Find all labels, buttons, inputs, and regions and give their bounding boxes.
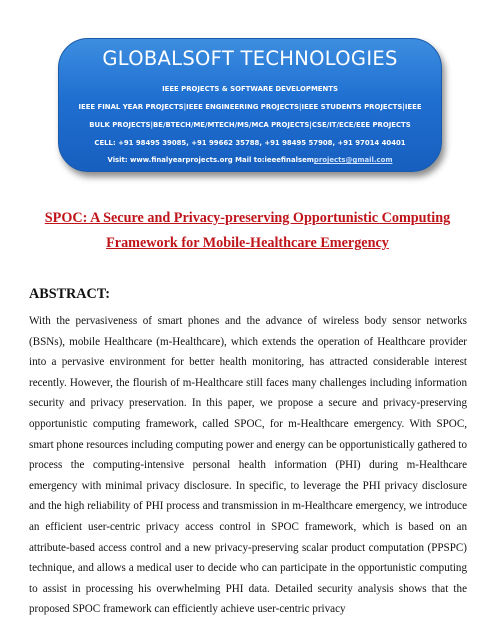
visit-mail-text: Visit: www.finalyearprojects.org Mail to:ieeefinalsem: [107, 156, 314, 164]
abstract-heading: ABSTRACT:: [29, 286, 110, 302]
banner-visit-line: [59, 156, 441, 164]
banner-projects-line: IEEE FINAL YEAR PROJECTS|IEEE ENGINEERING PROJECTS|IEEE STUDENTS PROJECTS|IEEE: [78, 103, 422, 111]
banner-tagline: IEEE PROJECTS & SOFTWARE DEVELOPMENTS: [162, 85, 338, 93]
banner-bulk-projects-line: BULK PROJECTS|BE/BTECH/ME/MTECH/MS/MCA PROJECTS|CSE/IT/ECE/EEE PROJECTS: [89, 121, 411, 129]
email-link[interactable]: projects@gmail.com: [313, 156, 393, 164]
paper-title-line-2: Framework for Mobile-Healthcare Emergency: [106, 235, 389, 251]
abstract-body: With the pervasiveness of smart phones and the advance of wireless body sensor networks (BSNs), mobile Healthcare (m-Healthcare), which extends the operation of Healthcare provider into a pervasive environment for better health monitoring, has attracted considerable interest recently. However, the flourish of m-Healthcare still faces many challenges including information security and privacy preservation. In this paper, we propose a secure and privacy-preserving opportunistic computing framework, called SPOC, for m-Healthcare emergency. With SPOC, smart phone resources including computing power and energy can be opportunistically gathered to process the computing-intensive personal health information (PHI) during m-Healthcare emergency with minimal privacy disclosure. In specific, to leverage the PHI privacy disclosure and the high reliability of PHI process and transmission in m-Healthcare emergency, we introduce an efficient user-centric privacy access control in SPOC framework, which is based on an attribute-based access control and a new privacy-preserving scalar product computation (PPSPC) technique, and allows a medical user to decide who can participate in the opportunistic computing to assist in processing his overwhelming PHI data. Detailed security analysis shows that the proposed SPOC framework can efficiently achieve user-centric privacy: [29, 315, 467, 616]
paper-title-line-1: SPOC: A Secure and Privacy-preserving Opportunistic Computing: [44, 210, 451, 226]
company-banner: [58, 38, 442, 172]
company-name: GLOBALSOFT TECHNOLOGIES: [102, 47, 398, 70]
banner-contact-line: CELL: +91 98495 39085, +91 99662 35788, +91 98495 57908, +91 97014 40401: [94, 139, 406, 147]
